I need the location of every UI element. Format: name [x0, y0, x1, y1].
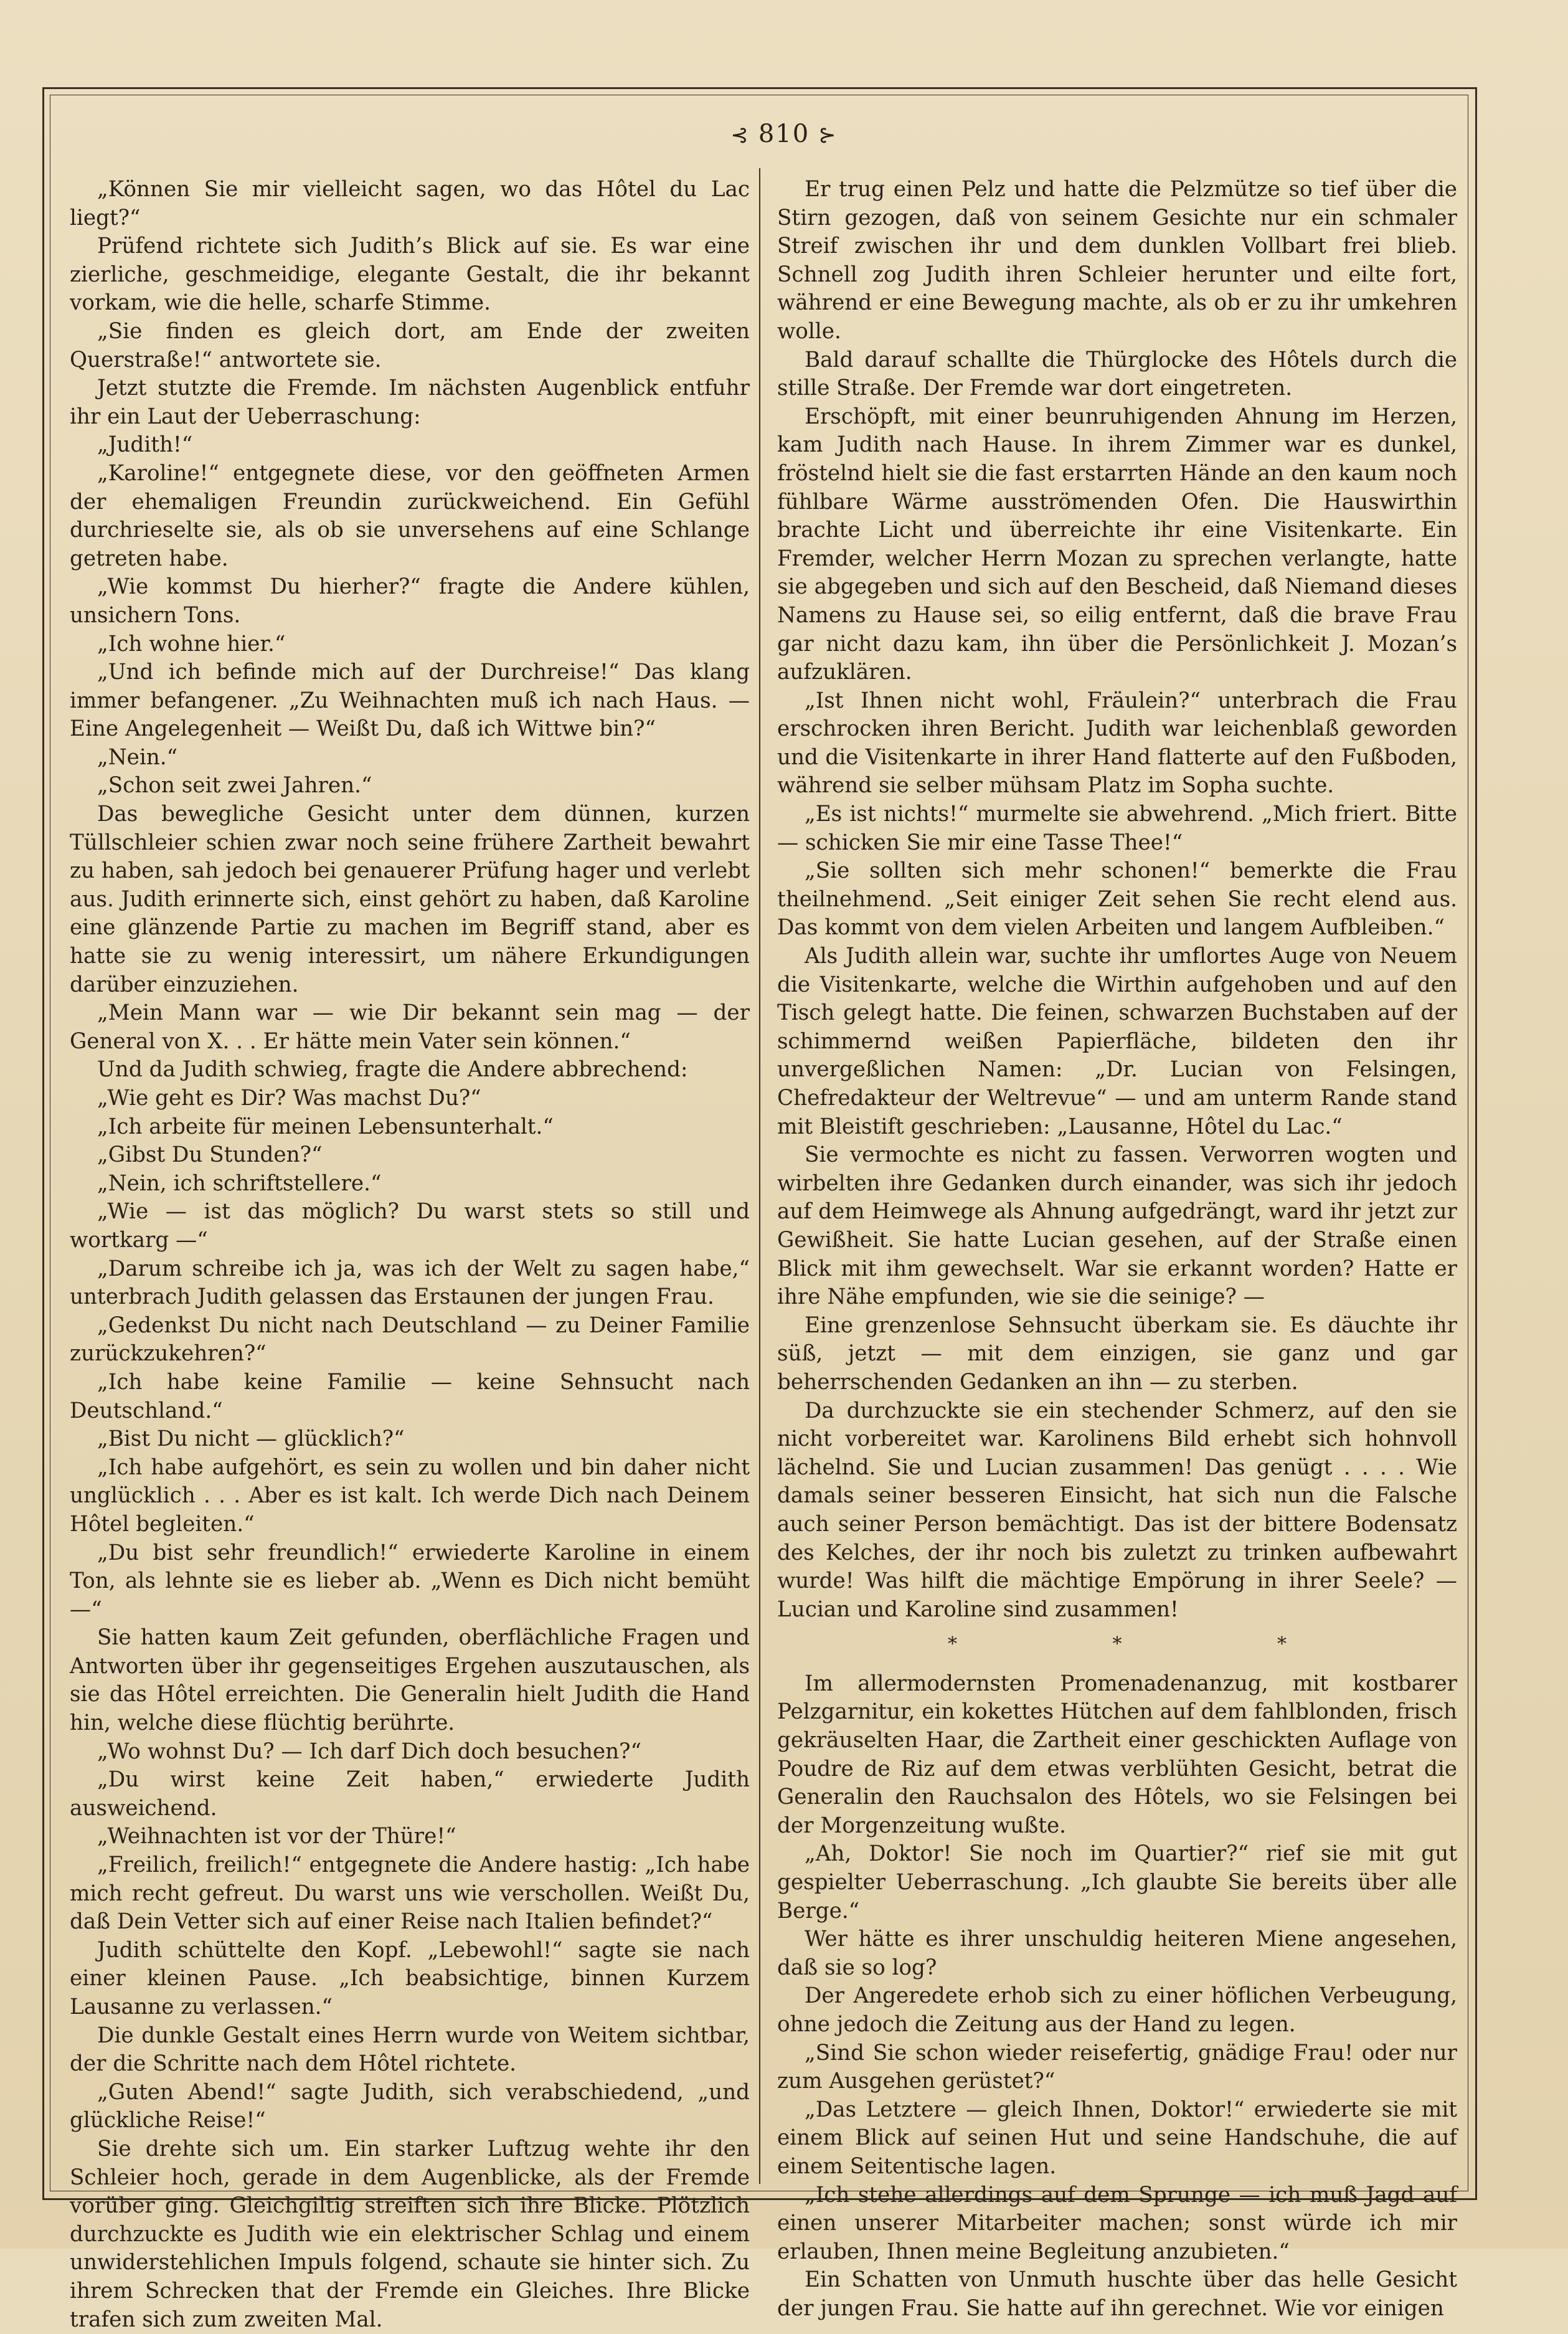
- left-column: [70, 176, 750, 2334]
- paragraph: „Ich habe keine Familie — keine Sehnsucht nach Deutschland.“: [70, 1369, 750, 1423]
- paragraph: „Nein, ich schriftstellere.“: [97, 1170, 382, 1196]
- right-column-part-2: [777, 1670, 1457, 2323]
- paragraph: Eine grenzenlose Sehnsucht überkam sie. Es däuchte ihr süß, jetzt — mit dem einzigen, sie ganz und gar beherrschenden Gedanken an ihn — zu sterben.: [777, 1312, 1457, 1395]
- paragraph: Ein Schatten von Unmuth huschte über das helle Gesicht der jungen Frau. Sie hatte auf ihn gerechnet. Wie vor einigen: [777, 2267, 1457, 2321]
- paragraph: „Du bist sehr freundlich!“ erwiederte Karoline in einem Ton, als lehnte sie es lieber ab. „Wenn es Dich nicht bemüht —“: [70, 1540, 750, 1622]
- paragraph: Judith schüttelte den Kopf. „Lebewohl!“ sagte sie nach einer kleinen Pause. „Ich beabsichtige, binnen Kurzem Lausanne zu verlassen.“: [70, 1937, 750, 2019]
- paragraph: „Judith!“: [97, 432, 193, 458]
- paragraph: „Bist Du nicht — glücklich?“: [97, 1426, 405, 1452]
- paragraph: „Ist Ihnen nicht wohl, Fräulein?“ unterbrach die Frau erschrocken ihren Bericht. Judith war leichenblaß geworden und die Visitenkarte in ihrer Hand flatterte auf den Fußboden, während sie selber mühsam Platz im Sopha suchte.: [777, 688, 1457, 799]
- paragraph: „Es ist nichts!“ murmelte sie abwehrend. „Mich friert. Bitte — schicken Sie mir eine Tasse Thee!“: [777, 802, 1457, 855]
- paragraph: Da durchzuckte sie ein stechender Schmerz, auf den sie nicht vorbereitet war. Karolinens Bild erhebt sich hohnvoll lächelnd. Sie und Lucian zusammen! Das genügt . . . . Wie damals seiner besseren Einsicht, hat sich nun die Falsche auch seiner Person bemächtigt. Das ist der bittere Bodensatz des Kelches, der ihr noch bis zuletzt zu trinken aufbewahrt wurde! Was hilft die mächtige Empörung in ihrer Seele? — Lucian und Karoline sind zusammen!: [777, 1398, 1457, 1622]
- paragraph: Und da Judith schwieg, fragte die Andere abbrechend:: [97, 1057, 688, 1083]
- paragraph: „Nein.“: [97, 744, 178, 770]
- right-column-part-1: [777, 176, 1457, 1624]
- paragraph: Sie hatten kaum Zeit gefunden, oberflächliche Fragen und Antworten über ihr gegenseitiges Ergehen auszutauschen, als sie das Hôtel erreichten. Die Generalin hielt Judith die Hand hin, welche diese flüchtig berührte.: [70, 1625, 750, 1736]
- paragraph: „Wie kommst Du hierher?“ fragte die Andere kühlen, unsichern Tons.: [70, 574, 750, 628]
- ornament-right: ⊱: [818, 123, 838, 148]
- paragraph: Sie drehte sich um. Ein starker Luftzug wehte ihr den Schleier hoch, gerade in dem Augenblicke, als der Fremde vorüber ging. Gleichgiltig streiften sich ihre Blicke. Plötzlich durchzuckte es Judith wie ein elektrischer Schlag und einem unwiderstehlichen Impuls folgend, schaute sie hinter sich. Zu ihrem Schrecken that der Fremde ein Gleiches. Ihre Blicke trafen sich zum zweiten Mal.: [70, 2136, 750, 2332]
- paragraph: „Darum schreibe ich ja, was ich der Welt zu sagen habe,“ unterbrach Judith gelassen das Erstaunen der jungen Frau.: [70, 1256, 750, 1310]
- paragraph: „Das Letztere — gleich Ihnen, Doktor!“ erwiederte sie mit einem Blick auf seinen Hut und seine Handschuhe, die auf einem Seitentische lagen.: [777, 2097, 1457, 2179]
- paragraph: „Wo wohnst Du? — Ich darf Dich doch besuchen?“: [97, 1739, 641, 1764]
- paragraph: „Ich habe aufgehört, es sein zu wollen und bin daher nicht unglücklich . . . Aber es ist kalt. Ich werde Dich nach Deinem Hôtel begleiten.“: [70, 1454, 750, 1537]
- paragraph: „Ah, Doktor! Sie noch im Quartier?“ rief sie mit gut gespielter Ueberraschung. „Ich glaubte Sie bereits über alle Berge.“: [777, 1841, 1457, 1924]
- paragraph: Die dunkle Gestalt eines Herrn wurde von Weitem sichtbar, der die Schritte nach dem Hôtel richtete.: [70, 2023, 750, 2077]
- paragraph: Sie vermochte es nicht zu fassen. Verworren wogten und wirbelten ihre Gedanken durch einander, was sich ihr jedoch auf dem Heimwege als Ahnung aufgedrängt, ward ihr jetzt zur Gewißheit. Sie hatte Lucian gesehen, auf der Straße einen Blick mit ihm gewechselt. War sie erkannt worden? Hatte er ihre Nähe empfunden, wie sie die seinige? —: [777, 1142, 1457, 1310]
- paragraph: Prüfend richtete sich Judith’s Blick auf sie. Es war eine zierliche, geschmeidige, elegante Gestalt, die ihr bekannt vorkam, wie die helle, scharfe Stimme.: [70, 234, 750, 316]
- paragraph: „Gedenkst Du nicht nach Deutschland — zu Deiner Familie zurückzukehren?“: [70, 1312, 750, 1367]
- paragraph: Erschöpft, mit einer beunruhigenden Ahnung im Herzen, kam Judith nach Hause. In ihrem Zimmer war es dunkel, fröstelnd hielt sie die fast erstarrten Hände an den kaum noch fühlbare Wärme ausströmenden Ofen. Die Hauswirthin brachte Licht und überreichte ihr eine Visitenkarte. Ein Fremder, welcher Herrn Mozan zu sprechen verlangte, hatte sie abgegeben und sich auf den Bescheid, daß Niemand dieses Namens zu Hause sei, so eilig entfernt, daß die brave Frau gar nicht dazu kam, ihn über die Persönlichkeit J. Mozan’s aufzuklären.: [777, 404, 1457, 685]
- paragraph: „Mein Mann war — wie Dir bekannt sein mag — der General von X. . . Er hätte mein Vater sein können.“: [70, 1000, 750, 1054]
- paragraph: „Ich arbeite für meinen Lebensunterhalt.“: [97, 1114, 554, 1139]
- page-number: 810: [758, 120, 810, 148]
- paragraph: „Sie sollten sich mehr schonen!“ bemerkte die Frau theilnehmend. „Seit einiger Zeit sehen Sie recht elend aus. Das kommt von dem vielen Arbeiten und langem Aufbleiben.“: [777, 858, 1457, 941]
- paragraph: Bald darauf schallte die Thürglocke des Hôtels durch die stille Straße. Der Fremde war dort eingetreten.: [777, 347, 1457, 401]
- section-break-stars: * * *: [947, 1633, 1362, 1656]
- paragraph: „Du wirst keine Zeit haben,“ erwiederte Judith ausweichend.: [70, 1767, 750, 1821]
- paragraph: Er trug einen Pelz und hatte die Pelzmütze so tief über die Stirn gezogen, daß von seinem Gesichte nur ein schmaler Streif zwischen ihr und dem dunklen Vollbart frei blieb. Schnell zog Judith ihren Schleier herunter und eilte fort, während er eine Bewegung machte, als ob er zu ihr umkehren wolle.: [777, 177, 1457, 344]
- paragraph: „Können Sie mir vielleicht sagen, wo das Hôtel du Lac liegt?“: [70, 177, 750, 230]
- paragraph: „Guten Abend!“ sagte Judith, sich verabschiedend, „und glückliche Reise!“: [70, 2079, 750, 2133]
- paragraph: „Sind Sie schon wieder reisefertig, gnädige Frau! oder nur zum Ausgehen gerüstet?“: [777, 2040, 1457, 2094]
- paragraph: „Karoline!“ entgegnete diese, vor den geöffneten Armen der ehemaligen Freundin zurückweichend. Ein Gefühl durchrieselte sie, als ob sie unversehens auf eine Schlange getreten habe.: [70, 460, 750, 571]
- paragraph: Jetzt stutzte die Fremde. Im nächsten Augenblick entfuhr ihr ein Laut der Ueberraschung:: [70, 376, 750, 429]
- paragraph: Im allermodernsten Promenadenanzug, mit kostbarer Pelzgarnitur, ein kokettes Hütchen auf dem fahlblonden, frisch gekräuselten Haar, die Zartheit einer geschickten Auflage von Poudre de Riz auf dem etwas verblühten Gesicht, betrat die Generalin den Rauchsalon des Hôtels, wo sie Felsingen bei der Morgenzeitung wußte.: [777, 1671, 1457, 1838]
- ornament-left: ⊰: [730, 123, 750, 148]
- paragraph: „Gibst Du Stunden?“: [97, 1142, 323, 1168]
- paragraph: „Wie geht es Dir? Was machst Du?“: [97, 1086, 481, 1111]
- right-column: [777, 176, 1457, 2323]
- paragraph: „Freilich, freilich!“ entgegnete die Andere hastig: „Ich habe mich recht gefreut. Du warst uns wie verschollen. Weißt Du, daß Dein Vetter sich auf einer Reise nach Italien befindet?“: [70, 1852, 750, 1935]
- paragraph: „Ich stehe allerdings auf dem Sprunge — ich muß Jagd auf einen unserer Mitarbeiter machen; sonst würde ich mir erlauben, Ihnen meine Begleitung anzubieten.“: [777, 2182, 1457, 2264]
- paragraph: „Wie — ist das möglich? Du warst stets so still und wortkarg —“: [70, 1199, 750, 1253]
- paragraph: „Sie finden es gleich dort, am Ende der zweiten Querstraße!“ antwortete sie.: [70, 318, 750, 372]
- paragraph: Wer hätte es ihrer unschuldig heiteren Miene angesehen, daß sie so log?: [777, 1927, 1457, 1980]
- paragraph: Das bewegliche Gesicht unter dem dünnen, kurzen Tüllschleier schien zwar noch seine frühere Zartheit bewahrt zu haben, sah jedoch bei genauerer Prüfung hager und verlebt aus. Judith erinnerte sich, einst gehört zu haben, daß Karoline eine glänzende Partie zu machen im Begriff stand, aber es hatte sie zu wenig interessirt, um nähere Erkundigungen darüber einzuziehen.: [70, 802, 750, 997]
- paragraph: „Und ich befinde mich auf der Durchreise!“ Das klang immer befangener. „Zu Weihnachten muß ich nach Haus. — Eine Angelegenheit — Weißt Du, daß ich Wittwe bin?“: [70, 660, 750, 742]
- column-divider: [759, 168, 760, 2184]
- paragraph: „Weihnachten ist vor der Thüre!“: [97, 1824, 456, 1849]
- paragraph: „Ich wohne hier.“: [97, 631, 286, 657]
- paragraph: Als Judith allein war, suchte ihr umflortes Auge von Neuem die Visitenkarte, welche die Wirthin aufgehoben und auf den Tisch gelegt hatte. Die feinen, schwarzen Buchstaben auf der schimmernd weißen Papierfläche, bildeten den ihr unvergeßlichen Namen: „Dr. Lucian von Felsingen, Chefredakteur der Weltrevue“ — und am unterm Rande stand mit Bleistift geschrieben: „Lausanne, Hôtel du Lac.“: [777, 944, 1457, 1139]
- paragraph: Der Angeredete erhob sich zu einer höflichen Verbeugung, ohne jedoch die Zeitung aus der Hand zu legen.: [777, 1983, 1457, 2037]
- page-number-header: [0, 120, 1568, 148]
- paragraph: „Schon seit zwei Jahren.“: [97, 773, 372, 799]
